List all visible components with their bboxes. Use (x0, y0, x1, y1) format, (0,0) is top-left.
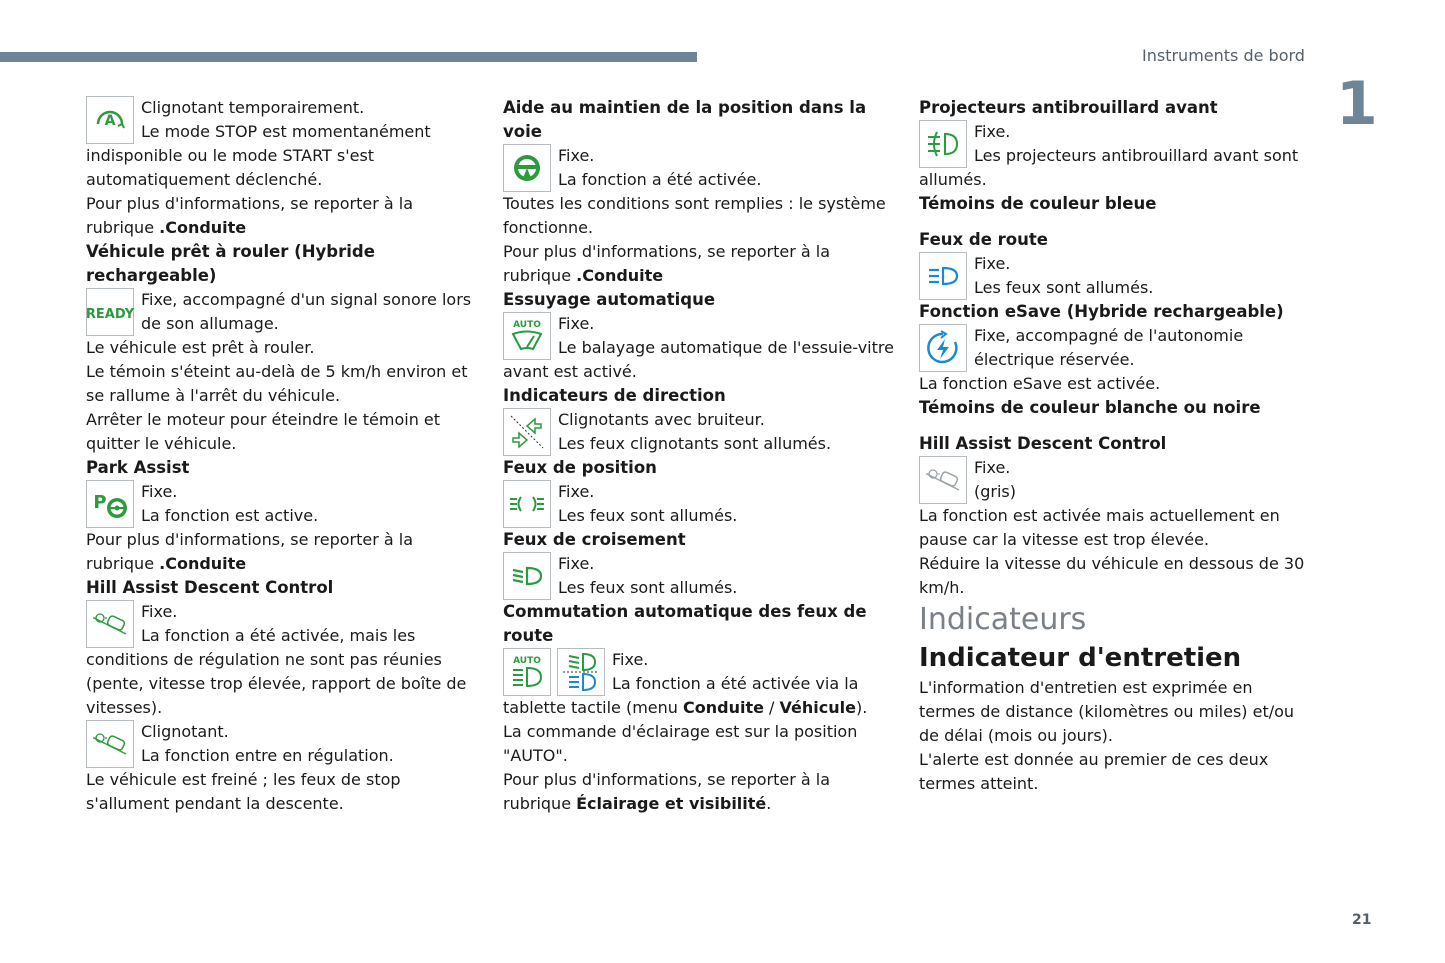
white-heading: Témoins de couleur blanche ou noire (919, 398, 1261, 417)
chapter-number: 1 (1336, 69, 1378, 139)
low-line-1: Fixe. (558, 554, 595, 573)
hadc-grey-p2: Réduire la vitesse du véhicule en dessous de 30 km/h. (919, 554, 1305, 597)
svg-text:AUTO: AUTO (513, 320, 541, 330)
wipe-line-2: Le balayage automatique de l'essuie-vitre (558, 338, 894, 357)
auto-reference: Pour plus d'informations, se reporter à la rubrique Éclairage et visibilité. (503, 770, 831, 813)
column-1 (86, 96, 476, 816)
hill-descent-icon-green (86, 600, 134, 648)
high-row (919, 252, 1309, 300)
indicators-title: Indicateurs (919, 602, 1087, 637)
page-number: 21 (1352, 912, 1372, 928)
hadc-line-1: Fixe. (141, 602, 178, 621)
maintenance-p2: L'alerte est donnée au premier de ces deux termes atteint. (919, 750, 1269, 793)
fog-row (919, 120, 1309, 168)
position-lights-icon (503, 480, 551, 528)
turn-signal-icon (503, 408, 551, 456)
low-row (503, 552, 895, 600)
fog-line-2: Les projecteurs antibrouillard avant sont (974, 146, 1299, 165)
high-heading: Feux de route (919, 230, 1048, 249)
hadc2-paragraph: Le véhicule est freiné ; les feux de stop s'allument pendant la descente. (86, 770, 401, 813)
hadc-grey-line-1: Fixe. (974, 458, 1011, 477)
ready-heading: Véhicule prêt à rouler (Hybride rechargeable) (86, 242, 375, 285)
ready-desc: Fixe, accompagné d'un signal sonore lors de son allumage. (141, 290, 472, 333)
low-line-2: Les feux sont allumés. (558, 578, 738, 597)
wipe-heading: Essuyage automatique (503, 290, 716, 309)
steering-wheel-icon (503, 144, 551, 192)
dir-line-1: Clignotants avec bruiteur. (558, 410, 765, 429)
low-beam-icon (503, 552, 551, 600)
lane-line-2: La fonction a été activée. (558, 170, 762, 189)
fog-heading: Projecteurs antibrouillard avant (919, 98, 1218, 117)
lane-heading: Aide au maintien de la position dans la voie (503, 98, 867, 141)
stop-start-icon (86, 96, 134, 144)
park-reference: Pour plus d'informations, se reporter à la rubrique .Conduite (86, 530, 414, 573)
pos-line-2: Les feux sont allumés. (558, 506, 738, 525)
svg-text:READY: READY (85, 307, 135, 322)
wipe-paragraph: avant est activé. (503, 362, 637, 381)
hadc2-line-2: La fonction entre en régulation. (141, 746, 394, 765)
front-fog-icon (919, 120, 967, 168)
pos-heading: Feux de position (503, 458, 657, 477)
park-assist-icon (86, 480, 134, 528)
ready-row (86, 288, 476, 336)
lane-reference: Pour plus d'informations, se reporter à la rubrique .Conduite (503, 242, 831, 285)
lane-row (503, 144, 895, 192)
hadc-blink-row (86, 720, 476, 768)
hadc-heading: Hill Assist Descent Control (86, 578, 334, 597)
stop-line-1: Clignotant temporairement. (141, 98, 365, 117)
hill-descent-icon-grey (919, 456, 967, 504)
hill-descent-blink-icon (86, 720, 134, 768)
auto-row (503, 648, 895, 696)
hadc-grey-p1: La fonction est activée mais actuellement en pause car la vitesse est trop élevée. (919, 506, 1280, 549)
pos-line-1: Fixe. (558, 482, 595, 501)
hadc-grey-heading: Hill Assist Descent Control (919, 434, 1167, 453)
stop-reference: Pour plus d'informations, se reporter à la rubrique .Conduite (86, 194, 414, 237)
stop-paragraph: indisponible ou le mode START s'est automatiquement déclenché. (86, 146, 375, 189)
fog-line-1: Fixe. (974, 122, 1011, 141)
ready-p2: Le témoin s'éteint au-delà de 5 km/h environ et se rallume à l'arrêt du véhicule. (86, 362, 468, 405)
auto-paragraph: tablette tactile (menu Conduite / Véhicule). (503, 698, 868, 717)
lane-line-1: Fixe. (558, 146, 595, 165)
auto-line-1: Fixe. (612, 650, 649, 669)
auto-paragraph-2: La commande d'éclairage est sur la position "AUTO". (503, 722, 858, 765)
park-row (86, 480, 476, 528)
svg-text:P: P (93, 492, 107, 513)
high-line-2: Les feux sont allumés. (974, 278, 1154, 297)
hadc-paragraph: conditions de régulation ne sont pas réunies (pente, vitesse trop élevée, rapport de boîte de vitesses). (86, 650, 467, 717)
hadc-grey-row (919, 456, 1309, 504)
esave-icon (919, 324, 967, 372)
park-line-2: La fonction est active. (141, 506, 319, 525)
auto-high-beam-icon (503, 648, 551, 696)
wipe-line-1: Fixe. (558, 314, 595, 333)
ready-p1: Le véhicule est prêt à rouler. (86, 338, 315, 357)
stop-start-row (86, 96, 476, 144)
maintenance-title: Indicateur d'entretien (919, 643, 1242, 673)
hadc-row (86, 600, 476, 648)
low-heading: Feux de croisement (503, 530, 686, 549)
blue-heading: Témoins de couleur bleue (919, 194, 1157, 213)
park-heading: Park Assist (86, 458, 190, 477)
column-2 (503, 96, 895, 816)
wipe-row (503, 312, 895, 360)
lane-paragraph: Toutes les conditions sont remplies : le système fonctionne. (503, 194, 886, 237)
dir-heading: Indicateurs de direction (503, 386, 726, 405)
high-low-switch-icon (557, 648, 605, 696)
esave-row (919, 324, 1309, 372)
auto-heading: Commutation automatique des feux de route (503, 602, 867, 645)
hadc-grey-line-2: (gris) (974, 482, 1016, 501)
header-bar (0, 52, 697, 62)
esave-line-2: électrique réservée. (974, 350, 1135, 369)
high-beam-icon (919, 252, 967, 300)
esave-line-1: Fixe, accompagné de l'autonomie (974, 326, 1244, 345)
fog-paragraph: allumés. (919, 170, 987, 189)
esave-heading: Fonction eSave (Hybride rechargeable) (919, 302, 1284, 321)
auto-wiper-icon (503, 312, 551, 360)
hadc-line-2: La fonction a été activée, mais les (141, 626, 416, 645)
park-line-1: Fixe. (141, 482, 178, 501)
svg-text:A: A (104, 113, 116, 129)
ready-p3: Arrêter le moteur pour éteindre le témoin et quitter le véhicule. (86, 410, 441, 453)
hadc2-line-1: Clignotant. (141, 722, 229, 741)
pos-row (503, 480, 895, 528)
section-title: Instruments de bord (1142, 46, 1305, 65)
maintenance-p1: L'information d'entretien est exprimée en termes de distance (kilomètres ou miles) et/ou de délai (mois ou jours). (919, 678, 1295, 745)
dir-row (503, 408, 895, 456)
dir-line-2: Les feux clignotants sont allumés. (558, 434, 832, 453)
esave-paragraph: La fonction eSave est activée. (919, 374, 1161, 393)
auto-line-2: La fonction a été activée via la (612, 674, 859, 693)
stop-line-2: Le mode STOP est momentanément (141, 122, 431, 141)
svg-text:AUTO: AUTO (513, 656, 541, 666)
high-line-1: Fixe. (974, 254, 1011, 273)
ready-icon (86, 288, 134, 336)
column-3 (919, 96, 1309, 796)
